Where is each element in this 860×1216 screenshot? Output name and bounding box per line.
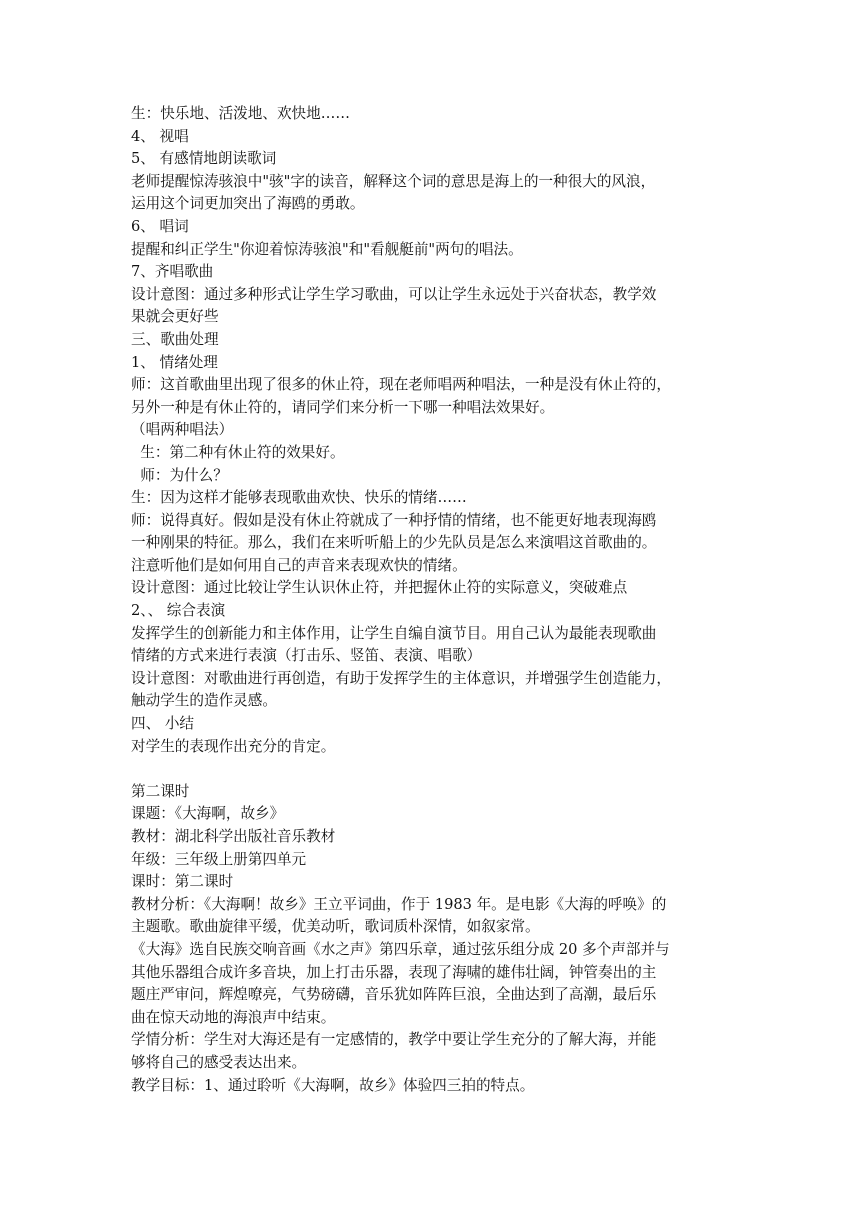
text-line: 其他乐器组合成许多音块，加上打击乐器，表现了海啸的雄伟壮阔，钟管奏出的主 [131, 963, 657, 981]
text-line: 另外一种是有休止符的，请同学们来分析一下哪一种唱法效果好。 [131, 398, 555, 416]
text-line: 情绪的方式来进行表演（打击乐、竖笛、表演、唱歌） [131, 647, 482, 665]
text-line: 教学目标：1、通过聆听《大海啊，故乡》体验四三拍的特点。 [131, 1076, 535, 1094]
text-line: 设计意图：通过比较让学生认识休止符，并把握休止符的实际意义，突破难点 [131, 579, 628, 597]
text-line: 设计意图：对歌曲进行再创造，有助于发挥学生的主体意识，并增强学生创造能力， [131, 669, 671, 687]
text-line: 对学生的表现作出充分的肯定。 [131, 737, 336, 755]
text-line: 设计意图：通过多种形式让学生学习歌曲，可以让学生永远处于兴奋状态，教学效 [131, 285, 657, 303]
text-line: 课题：《大海啊，故乡》 [131, 805, 285, 823]
text-line: 《大海》选自民族交响音画《水之声》第四乐章，通过弦乐组分成 20 多个声部并与 [131, 940, 670, 958]
text-line: 教材分析：《大海啊！故乡》王立平词曲，作于 1983 年。是电影《大海的呼唤》的 [131, 895, 667, 913]
text-line: 教材：湖北科学出版社音乐教材 [131, 828, 336, 845]
text-line: （唱两种唱法） [131, 421, 234, 439]
text-line: 曲在惊天动地的海浪声中结束。 [131, 1008, 336, 1026]
text-line: 触动学生的造作灵感。 [131, 692, 277, 710]
text-line: 主题歌。歌曲旋律平缓，优美动听，歌词质朴深情，如叙家常。 [131, 918, 540, 936]
section-heading: 四、 小结 [131, 715, 195, 733]
text-line: 生：快乐地、活泼地、欢快地…… [131, 105, 350, 122]
text-line: 运用这个词更加突出了海鸥的勇敢。 [131, 195, 365, 213]
text-line: 学情分析：学生对大海还是有一定感情的，教学中要让学生充分的了解大海，并能 [131, 1031, 657, 1049]
text-line: 课时：第二课时 [131, 873, 234, 891]
text-line: 注意听他们是如何用自己的声音来表现欢快的情绪。 [131, 556, 467, 574]
section-heading: 7、齐唱歌曲 [131, 263, 214, 281]
document-body [131, 103, 735, 1097]
text-line: 年级：三年级上册第四单元 [131, 850, 307, 868]
blank-line [131, 758, 735, 781]
section-heading: 4、 视唱 [131, 127, 189, 145]
text-line: 题庄严审问，辉煌嘹亮，气势磅礴，音乐犹如阵阵巨浪，全曲达到了高潮，最后乐 [131, 986, 657, 1004]
section-heading: 三、歌曲处理 [131, 330, 219, 348]
text-line: 提醒和纠正学生"你迎着惊涛骇浪"和"看舰艇前"两句的唱法。 [131, 240, 523, 258]
text-line: 发挥学生的创新能力和主体作用，让学生自编自演节目。用自己认为最能表现歌曲 [131, 624, 657, 642]
text-line: 够将自己的感受表达出来。 [131, 1053, 307, 1071]
text-line: 师：说得真好。假如是没有休止符就成了一种抒情的情绪，也不能更好地表现海鸥 [131, 511, 657, 529]
text-line: 生：因为这样才能够表现歌曲欢快、快乐的情绪…… [131, 489, 467, 507]
text-line: 师：这首歌曲里出现了很多的休止符，现在老师唱两种唱法，一种是没有休止符的， [131, 376, 671, 394]
section-heading: 6、 唱词 [131, 217, 189, 235]
text-line: 老师提醒惊涛骇浪中"骇"字的读音，解释这个词的意思是海上的一种很大的风浪， [131, 172, 656, 190]
section-heading: 1、 情绪处理 [131, 353, 218, 371]
lesson-heading: 第二课时 [131, 782, 190, 800]
section-heading: 2、、 综合表演 [131, 602, 226, 620]
section-heading: 5、 有感情地朗读歌词 [131, 150, 277, 168]
text-line: 生：第二种有休止符的效果好。 [131, 443, 345, 461]
text-line: 师：为什么？ [131, 466, 228, 484]
text-line: 一种刚果的特征。那么，我们在来听听船上的少先队员是怎么来演唱这首歌曲的。 [131, 534, 657, 552]
text-line: 果就会更好些 [131, 308, 219, 326]
